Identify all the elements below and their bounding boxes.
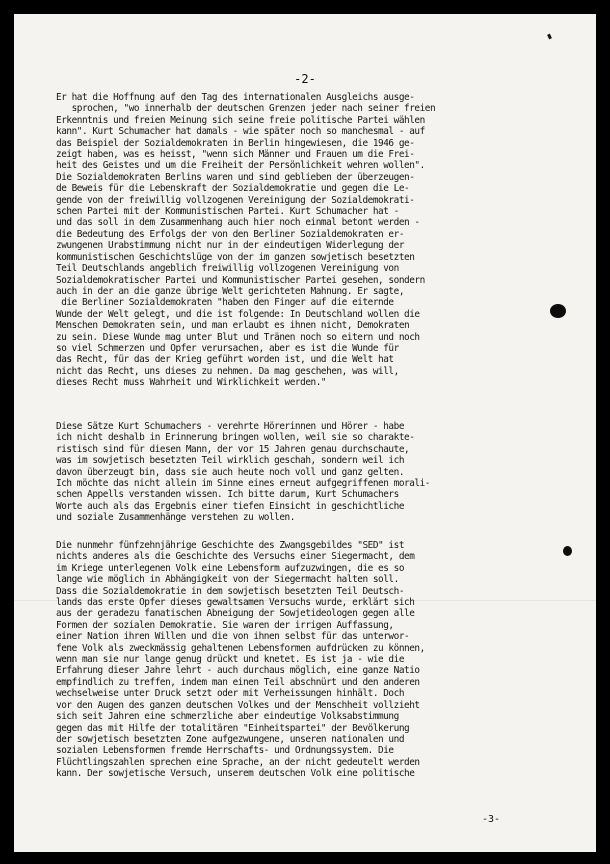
- text-line: wechselweise unter Druck setzt oder mit Verheissungen hinhält. Doch: [56, 688, 405, 700]
- text-line: lands das erste Opfer dieses gewaltsamen Versuchs wurde, erklärt sich: [56, 597, 415, 609]
- text-line: nicht das Recht, uns dieses zu nehmen. Da mag geschehen, was will,: [56, 365, 399, 377]
- text-line: Dass die Sozialdemokratie in dem sowjetisch besetzten Teil Deutsch-: [56, 585, 405, 597]
- page-number: -2-: [294, 72, 316, 86]
- text-line: Ich möchte das nicht allein im Sinne eines erneut aufgegriffenen morali-: [56, 478, 430, 490]
- text-line: gende von der freiwillig vollzogenen Vereinigung der Sozialdemokrati-: [56, 194, 415, 206]
- text-line: im Kriege unterlegenen Volk eine Lebensform aufzuzwingen, die es so: [56, 562, 405, 574]
- text-line: die Bedeutung des Erfolgs der von den Berliner Sozialdemokraten er-: [56, 228, 405, 240]
- text-line: empfindlich zu treffen, indem man einen Teil abschnürt und den anderen: [56, 676, 420, 688]
- text-line: kann". Kurt Schumacher hat damals - wie später noch so manchesmal - auf: [56, 126, 425, 138]
- text-line: das Beispiel der Sozialdemokraten in Berlin hingewiesen, die 1946 ge-: [56, 137, 415, 149]
- text-line: auch in der an die ganze übrige Welt gerichteten Mahnung. Er sagte,: [56, 285, 405, 297]
- text-line: ich nicht deshalb in Erinnerung bringen wollen, weil sie so charakte-: [56, 432, 415, 444]
- text-line: Menschen Demokraten sein, und man erlaubt es ihnen nicht, Demokraten: [56, 320, 410, 332]
- text-line: de Beweis für die Lebenskraft der Sozialdemokratie und gegen die Le-: [56, 183, 410, 195]
- text-line: Wunde der Welt gelegt, und die ist folgende: In Deutschland wollen die: [56, 308, 420, 320]
- text-line: schen Partei mit der Kommunistischen Partei. Kurt Schumacher hat -: [56, 206, 399, 218]
- text-line: Flüchtlingszahlen sprechen eine Sprache, an der nicht gedeutelt werden: [56, 756, 420, 768]
- text-line: so viel Schmerzen und Opfer verursachen, aber es ist die Wunde für: [56, 342, 399, 354]
- text-line: Teil Deutschlands angeblich freiwillig vollzogenen Vereinigung von: [56, 263, 399, 275]
- text-line: sich seit Jahren eine schmerzliche aber eindeutige Volksabstimmung: [56, 711, 399, 723]
- text-line: Diese Sätze Kurt Schumachers - verehrte Hörerinnen und Hörer - habe: [56, 421, 405, 432]
- next-page-marker: -3-: [481, 814, 500, 825]
- text-line: die Berliner Sozialdemokraten "haben den Finger auf die eiternde: [56, 297, 394, 309]
- text-line: das Recht, für das der Krieg geführt worden ist, und die Welt hat: [56, 354, 394, 366]
- text-line: Sozialdemokratischer Partei und Kommunistischer Partei gesehen, sondern: [56, 274, 425, 286]
- paragraph-2: [56, 421, 564, 524]
- text-line: gegen das mit Hilfe der totalitären "Einheitspartei" der Bevölkerung: [56, 722, 410, 734]
- text-line: einer Nation ihren Willen und die von ihnen selbst für das unterwor-: [56, 631, 410, 643]
- margin-mark: [547, 34, 552, 40]
- text-line: lange wie möglich in Abhängigkeit von der Siegermacht halten soll.: [56, 574, 399, 586]
- paragraph-3: [56, 540, 564, 780]
- text-line: schen Appells verstanden wissen. Ich bitte darum, Kurt Schumachers: [56, 489, 399, 501]
- text-line: und soziale Zusammenhänge verstehen zu wollen.: [56, 512, 295, 524]
- paragraph-1: [56, 92, 564, 389]
- text-line: dieses Recht muss Wahrheit und Wirklichkeit werden.": [56, 377, 327, 389]
- text-line: vor den Augen des ganzen deutschen Volkes und der Menschheit vollzieht: [56, 699, 420, 711]
- text-line: was im sowjetisch besetzten Teil wirklich geschah, sondern weil ich: [56, 455, 405, 467]
- ink-blot: [550, 304, 566, 318]
- document-page: [14, 14, 596, 852]
- text-line: aus der geradezu fanatischen Abneigung der Sowjetideologen gegen alle: [56, 608, 415, 620]
- text-line: kann. Der sowjetische Versuch, unserem deutschen Volk eine politische: [56, 768, 415, 780]
- text-line: wenn man sie nur lange genug drückt und knetet. Es ist ja - wie die: [56, 654, 405, 666]
- text-line: Formen der sozialen Demokratie. Sie waren der irrigen Auffassung,: [56, 619, 394, 631]
- text-line: der sowjetisch besetzten Zone aufgezwungene, unseren nationalen und: [56, 733, 405, 745]
- text-line: zeigt haben, was es heisst, "wenn sich Männer und Frauen um die Frei-: [56, 149, 415, 161]
- text-line: Er hat die Hoffnung auf den Tag des internationalen Ausgleichs ausge-: [56, 92, 415, 103]
- text-line: ristisch sind für diesen Mann, der vor 15 Jahren genau durchschaute,: [56, 443, 410, 455]
- text-line: kommunistischen Geschichtslüge von der im ganzen sowjetisch besetzten: [56, 251, 415, 263]
- text-line: heit des Geistes und um die Freiheit der Persönlichkeit wehren wollen".: [56, 160, 425, 172]
- text-line: davon überzeugt bin, dass sie auch heute noch voll und ganz gelten.: [56, 466, 405, 478]
- text-line: fene Volk als zweckmässig gehaltenen Lebensformen aufdrücken zu können,: [56, 642, 425, 654]
- text-line: Die nunmehr fünfzehnjährige Geschichte des Zwangsgebildes "SED" ist: [56, 540, 405, 551]
- text-line: Erfahrung dieser Jahre lehrt - auch durchaus möglich, eine ganze Natio: [56, 665, 420, 677]
- text-line: Die Sozialdemokraten Berlins waren und sind geblieben der überzeugen-: [56, 171, 415, 183]
- text-line: nichts anderes als die Geschichte des Versuchs einer Siegermacht, dem: [56, 551, 415, 563]
- paper-crease: [14, 600, 596, 601]
- text-line: sprochen, "wo innerhalb der deutschen Grenzen jeder nach seiner freien: [56, 103, 436, 115]
- text-line: und das soll in dem Zusammenhang auch hier noch einmal betont werden -: [56, 217, 420, 229]
- text-line: Worte auch als das Ergebnis einer tiefen Einsicht in geschichtliche: [56, 500, 405, 512]
- ink-blot: [563, 546, 572, 556]
- text-line: zu sein. Diese Wunde mag unter Blut und Tränen noch so eitern und noch: [56, 331, 420, 343]
- text-line: zwungenen Urabstimmung nicht nur in der eindeutigen Widerlegung der: [56, 240, 405, 252]
- text-line: sozialen Lebensformen fremde Herrschafts- und Ordnungssystem. Die: [56, 745, 394, 757]
- text-line: Erkenntnis und freien Meinung sich seine freie politische Partei wählen: [56, 114, 425, 126]
